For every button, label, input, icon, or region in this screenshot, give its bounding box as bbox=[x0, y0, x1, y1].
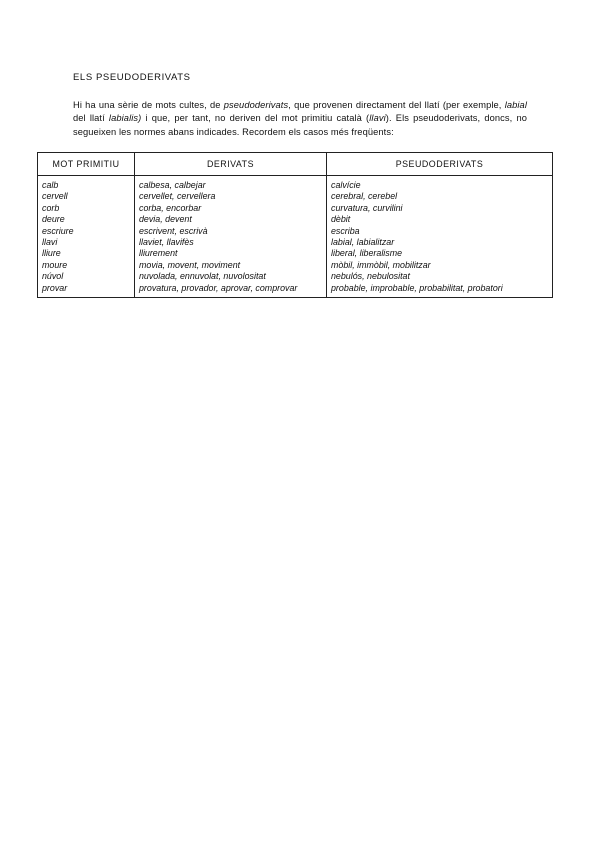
header-pseudoderivats: PSEUDODERIVATS bbox=[327, 153, 553, 176]
pseudoderivats-cell: curvatura, curvilini bbox=[327, 203, 553, 214]
mot-primitiu-cell: escriure bbox=[38, 226, 135, 237]
pseudoderivats-table bbox=[37, 152, 553, 298]
derivats-cell: llaviet, llavifès bbox=[135, 237, 327, 248]
pseudoderivats-cell: dèbit bbox=[327, 214, 553, 225]
table-row bbox=[38, 260, 553, 271]
table-row bbox=[38, 214, 553, 225]
page-title: ELS PSEUDODERIVATS bbox=[73, 72, 191, 83]
intro-text: Hi ha una sèrie de mots cultes, de bbox=[73, 100, 224, 110]
header-mot-primitiu: MOT PRIMITIU bbox=[38, 153, 135, 176]
pseudoderivats-cell: calvície bbox=[327, 176, 553, 192]
intro-text: i que, per tant, no deriven del mot primitiu català ( bbox=[141, 113, 370, 124]
intro-term-labial: labial bbox=[504, 100, 527, 110]
intro-paragraph bbox=[73, 99, 527, 139]
mot-primitiu-cell: corb bbox=[38, 203, 135, 214]
pseudoderivats-cell: liberal, liberalisme bbox=[327, 248, 553, 259]
table-row bbox=[38, 271, 553, 282]
derivats-cell: cervellet, cervellera bbox=[135, 191, 327, 202]
derivats-cell: lliurement bbox=[135, 248, 327, 259]
derivats-cell: calbesa, calbejar bbox=[135, 176, 327, 192]
mot-primitiu-cell: moure bbox=[38, 260, 135, 271]
table-row bbox=[38, 176, 553, 192]
derivats-cell: devia, devent bbox=[135, 214, 327, 225]
intro-term-llavi: llavi bbox=[369, 113, 386, 124]
derivats-cell: escrivent, escrivà bbox=[135, 226, 327, 237]
intro-text: ). Els pseudoderivats, doncs, no segueixen les normes abans indicades. Recordem els casos més freqüents: bbox=[73, 113, 528, 137]
intro-term-pseudoderivats: pseudoderivats bbox=[223, 100, 289, 110]
table-row bbox=[38, 248, 553, 259]
table-row bbox=[38, 226, 553, 237]
pseudoderivats-cell: cerebral, cerebel bbox=[327, 191, 553, 202]
pseudoderivats-cell: mòbil, immòbil, mobilitzar bbox=[327, 260, 553, 271]
table-header-row bbox=[38, 153, 553, 176]
table-row bbox=[38, 203, 553, 214]
derivats-cell: movia, movent, moviment bbox=[135, 260, 327, 271]
pseudoderivats-cell: labial, labialitzar bbox=[327, 237, 553, 248]
intro-term-labialis: labialis) bbox=[108, 113, 142, 124]
derivats-cell: corba, encorbar bbox=[135, 203, 327, 214]
mot-primitiu-cell: deure bbox=[38, 214, 135, 225]
pseudoderivats-cell: probable, improbable, probabilitat, probatori bbox=[327, 283, 553, 298]
mot-primitiu-cell: núvol bbox=[38, 271, 135, 282]
header-derivats: DERIVATS bbox=[135, 153, 327, 176]
intro-text: del llatí bbox=[73, 113, 109, 124]
mot-primitiu-cell: cervell bbox=[38, 191, 135, 202]
mot-primitiu-cell: lliure bbox=[38, 248, 135, 259]
pseudoderivats-cell: escriba bbox=[327, 226, 553, 237]
derivats-cell: provatura, provador, aprovar, comprovar bbox=[135, 283, 327, 298]
table-row bbox=[38, 283, 553, 298]
table-row bbox=[38, 237, 553, 248]
mot-primitiu-cell: calb bbox=[38, 176, 135, 192]
mot-primitiu-cell: provar bbox=[38, 283, 135, 298]
mot-primitiu-cell: llavi bbox=[38, 237, 135, 248]
intro-text: , que provenen directament del llatí (per exemple, bbox=[288, 100, 505, 110]
table-row bbox=[38, 191, 553, 202]
derivats-cell: nuvolada, ennuvolat, nuvolositat bbox=[135, 271, 327, 282]
pseudoderivats-cell: nebulós, nebulositat bbox=[327, 271, 553, 282]
table-body bbox=[38, 176, 553, 298]
